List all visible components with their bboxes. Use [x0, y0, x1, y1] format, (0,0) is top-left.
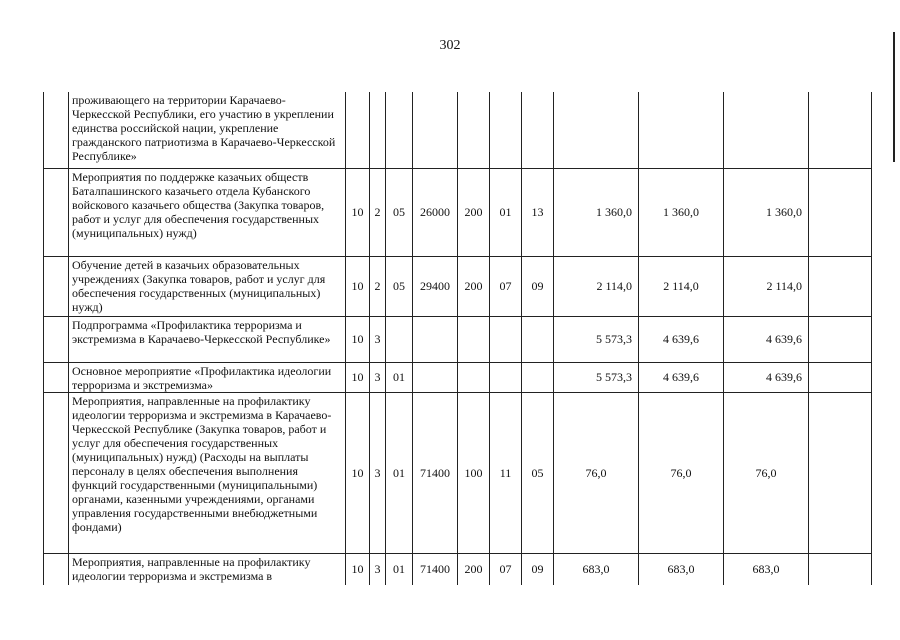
code-cell: 29400: [413, 256, 458, 316]
value-cell: 76,0: [724, 392, 809, 553]
code-cell: [522, 316, 554, 362]
empty-cell: [809, 362, 872, 392]
code-cell: 09: [522, 256, 554, 316]
code-cell: 05: [386, 168, 413, 256]
code-cell: 2: [370, 256, 386, 316]
row-name: Мероприятия по поддержке казачьих обществ Баталпашинского казачьего отдела Кубанского войскового казачьего общества (Закупка товаров, работ и услуг для обеспечения государственных (муниципальных) нужд): [69, 168, 346, 256]
scan-edge-line: [893, 32, 895, 162]
value-cell: 4 639,6: [639, 316, 724, 362]
empty-cell: [44, 392, 69, 553]
empty-cell: [809, 316, 872, 362]
row-name: Основное мероприятие «Профилактика идеологии терроризма и экстремизма»: [69, 362, 346, 392]
code-cell: 71400: [413, 392, 458, 553]
value-cell: 5 573,3: [554, 316, 639, 362]
code-cell: [490, 92, 522, 168]
row-name: Подпрограмма «Профилактика терроризма и экстремизма в Карачаево-Черкесской Республике»: [69, 316, 346, 362]
empty-cell: [809, 168, 872, 256]
empty-cell: [809, 392, 872, 553]
value-cell: 1 360,0: [554, 168, 639, 256]
value-cell: 1 360,0: [724, 168, 809, 256]
value-cell: [724, 92, 809, 168]
code-cell: 200: [458, 553, 490, 585]
empty-cell: [809, 92, 872, 168]
empty-cell: [44, 316, 69, 362]
table-row: [44, 392, 872, 553]
code-cell: [458, 362, 490, 392]
code-cell: 10: [346, 392, 370, 553]
code-cell: [522, 362, 554, 392]
value-cell: 5 573,3: [554, 362, 639, 392]
code-cell: [413, 316, 458, 362]
table-row: [44, 553, 872, 585]
value-cell: 2 114,0: [724, 256, 809, 316]
value-cell: 76,0: [554, 392, 639, 553]
table-row: [44, 316, 872, 362]
page-number: 302: [439, 38, 461, 53]
code-cell: 10: [346, 553, 370, 585]
value-cell: 2 114,0: [554, 256, 639, 316]
code-cell: 13: [522, 168, 554, 256]
value-cell: 4 639,6: [639, 362, 724, 392]
code-cell: 01: [490, 168, 522, 256]
value-cell: [639, 92, 724, 168]
code-cell: 3: [370, 362, 386, 392]
code-cell: [413, 92, 458, 168]
empty-cell: [44, 362, 69, 392]
empty-cell: [809, 256, 872, 316]
code-cell: [386, 316, 413, 362]
code-cell: 200: [458, 256, 490, 316]
value-cell: 2 114,0: [639, 256, 724, 316]
value-cell: 4 639,6: [724, 362, 809, 392]
code-cell: 01: [386, 362, 413, 392]
code-cell: 11: [490, 392, 522, 553]
budget-table: [43, 92, 872, 585]
code-cell: 3: [370, 553, 386, 585]
code-cell: 10: [346, 316, 370, 362]
row-name: проживающего на территории Карачаево-Черкесской Республики, его участию в укреплении единства российской нации, укрепление гражданского патриотизма в Карачаево-Черкесской Республике»: [69, 92, 346, 168]
value-cell: 683,0: [554, 553, 639, 585]
code-cell: [458, 316, 490, 362]
code-cell: 100: [458, 392, 490, 553]
code-cell: 3: [370, 392, 386, 553]
code-cell: 09: [522, 553, 554, 585]
table-row: [44, 92, 872, 168]
code-cell: 3: [370, 316, 386, 362]
code-cell: 05: [386, 256, 413, 316]
row-name: Обучение детей в казачьих образовательных учреждениях (Закупка товаров, работ и услуг для обеспечения государственных (муниципальных) нужд): [69, 256, 346, 316]
code-cell: 10: [346, 168, 370, 256]
empty-cell: [44, 553, 69, 585]
code-cell: 10: [346, 256, 370, 316]
table-row: [44, 256, 872, 316]
value-cell: 683,0: [724, 553, 809, 585]
code-cell: [458, 92, 490, 168]
code-cell: [346, 92, 370, 168]
value-cell: [554, 92, 639, 168]
code-cell: 01: [386, 392, 413, 553]
code-cell: 26000: [413, 168, 458, 256]
code-cell: [413, 362, 458, 392]
code-cell: 01: [386, 553, 413, 585]
code-cell: 10: [346, 362, 370, 392]
code-cell: 200: [458, 168, 490, 256]
code-cell: [386, 92, 413, 168]
value-cell: 1 360,0: [639, 168, 724, 256]
table-row: [44, 362, 872, 392]
code-cell: [490, 362, 522, 392]
empty-cell: [44, 92, 69, 168]
empty-cell: [44, 168, 69, 256]
code-cell: 07: [490, 256, 522, 316]
value-cell: 4 639,6: [724, 316, 809, 362]
code-cell: [522, 92, 554, 168]
value-cell: 76,0: [639, 392, 724, 553]
value-cell: 683,0: [639, 553, 724, 585]
code-cell: [490, 316, 522, 362]
row-name: Мероприятия, направленные на профилактику идеологии терроризма и экстремизма в: [69, 553, 346, 585]
code-cell: 07: [490, 553, 522, 585]
code-cell: 71400: [413, 553, 458, 585]
code-cell: 05: [522, 392, 554, 553]
table-row: [44, 168, 872, 256]
code-cell: [370, 92, 386, 168]
empty-cell: [44, 256, 69, 316]
row-name: Мероприятия, направленные на профилактику идеологии терроризма и экстремизма в Карачаево-Черкесской Республике (Закупка товаров, работ и услуг для обеспечения государственных (муниципальных) нужд) (Расходы на выплаты персоналу в целях обеспечения выполнения функций государственными (муниципальными) органами, казенными учреждениями, органами управления государственными внебюджетными фондами): [69, 392, 346, 553]
empty-cell: [809, 553, 872, 585]
code-cell: 2: [370, 168, 386, 256]
